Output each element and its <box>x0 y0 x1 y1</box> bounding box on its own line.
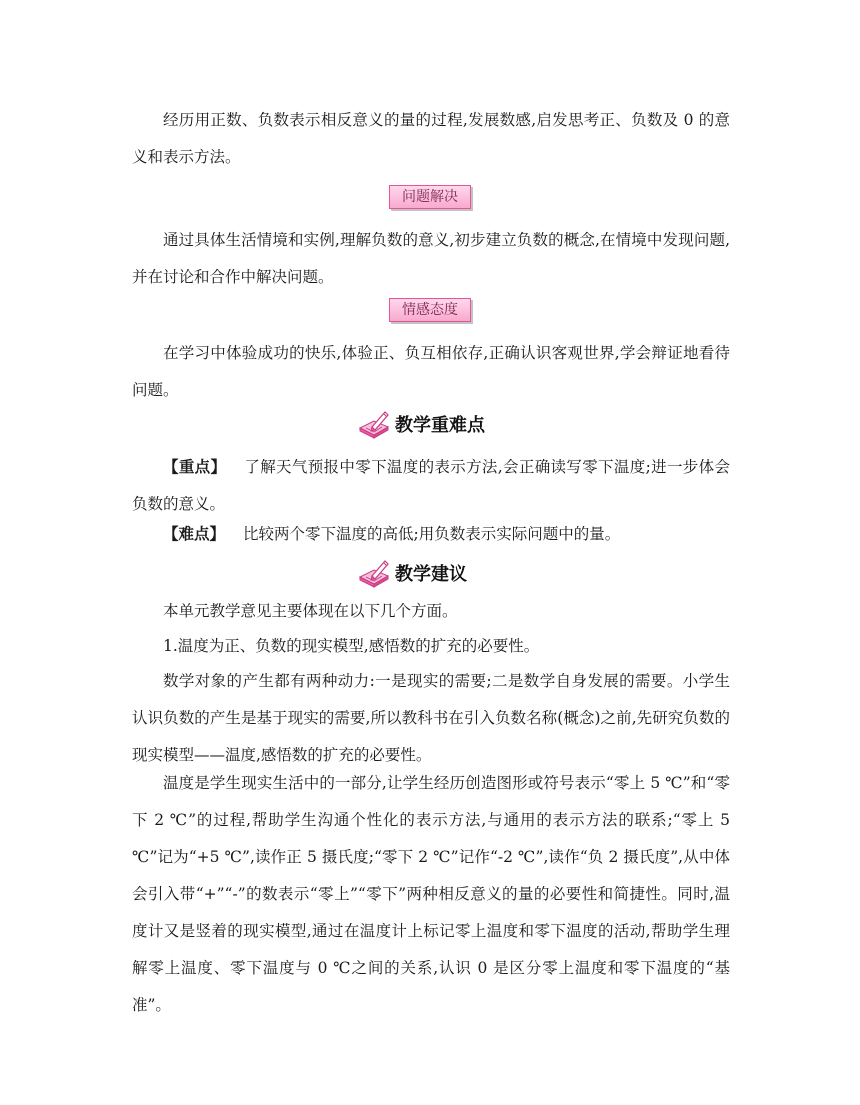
pencil-notebook-icon <box>358 557 390 589</box>
list-item-1: 1.温度为正、负数的现实模型,感悟数的扩充的必要性。 <box>163 637 540 655</box>
paragraph-motivation: 数学对象的产生都有两种动力:一是现实的需要;二是数学自身发展的需要。小学生认识负数的产生是基于现实的需要,所以教科书在引入负数名称(概念)之前,先研究负数的现实模型——温度,感悟数的扩充的必要性。 <box>132 672 730 764</box>
heading-suggestions <box>358 557 467 589</box>
heading-text: 教学重难点 <box>395 415 485 436</box>
paragraph-emotion-attitude: 在学习中体验成功的快乐,体验正、负互相依存,正确认识客观世界,学会辩证地看待问题。 <box>132 344 730 399</box>
key-text: 了解天气预报中零下温度的表示方法,会正确读写零下温度;进一步体会负数的意义。 <box>132 458 730 513</box>
key-label: 【重点】 <box>163 457 227 476</box>
paragraph-process-goal: 经历用正数、负数表示相反意义的量的过程,发展数感,启发思考正、负数及 0 的意义和表示方法。 <box>132 111 730 166</box>
paragraph-intro: 本单元教学意见主要体现在以下几个方面。 <box>163 602 458 620</box>
difficult-label: 【难点】 <box>163 524 226 543</box>
paragraph-key-point <box>132 448 730 523</box>
tag-emotion-attitude: 情感态度 <box>389 298 471 322</box>
paragraph-difficult-point <box>132 515 730 553</box>
paragraph-problem-solving: 通过具体生活情境和实例,理解负数的意义,初步建立负数的概念,在情境中发现问题,并在讨论和合作中解决问题。 <box>132 231 730 286</box>
difficult-text: 比较两个零下温度的高低;用负数表示实际问题中的量。 <box>243 525 621 543</box>
pencil-notebook-icon <box>358 408 390 440</box>
tag-problem-solving: 问题解决 <box>389 185 471 209</box>
paragraph-temperature: 温度是学生现实生活中的一部分,让学生经历创造图形或符号表示“零上 5 ℃”和“零下 2 ℃”的过程,帮助学生沟通个性化的表示方法,与通用的表示方法的联系;“零上 5 ℃”记为“+5 ℃”,读作正 5 摄氏度;“零下 2 ℃”记作“-2 ℃”,读作“负 2 摄氏度”,从中体会引入带“+”“-”的数表示“零上”“零下”两种相反意义的量的必要性和简捷性。同时,温度计又是竖着的现实模型,通过在温度计上标记零上温度和零下温度的活动,帮助学生理解零上温度、零下温度与 0 ℃之间的关系,认识 0 是区分零上温度和零下温度的“基准”。 <box>132 774 730 1014</box>
heading-key-difficult <box>358 408 485 440</box>
heading-text: 教学建议 <box>395 564 467 585</box>
